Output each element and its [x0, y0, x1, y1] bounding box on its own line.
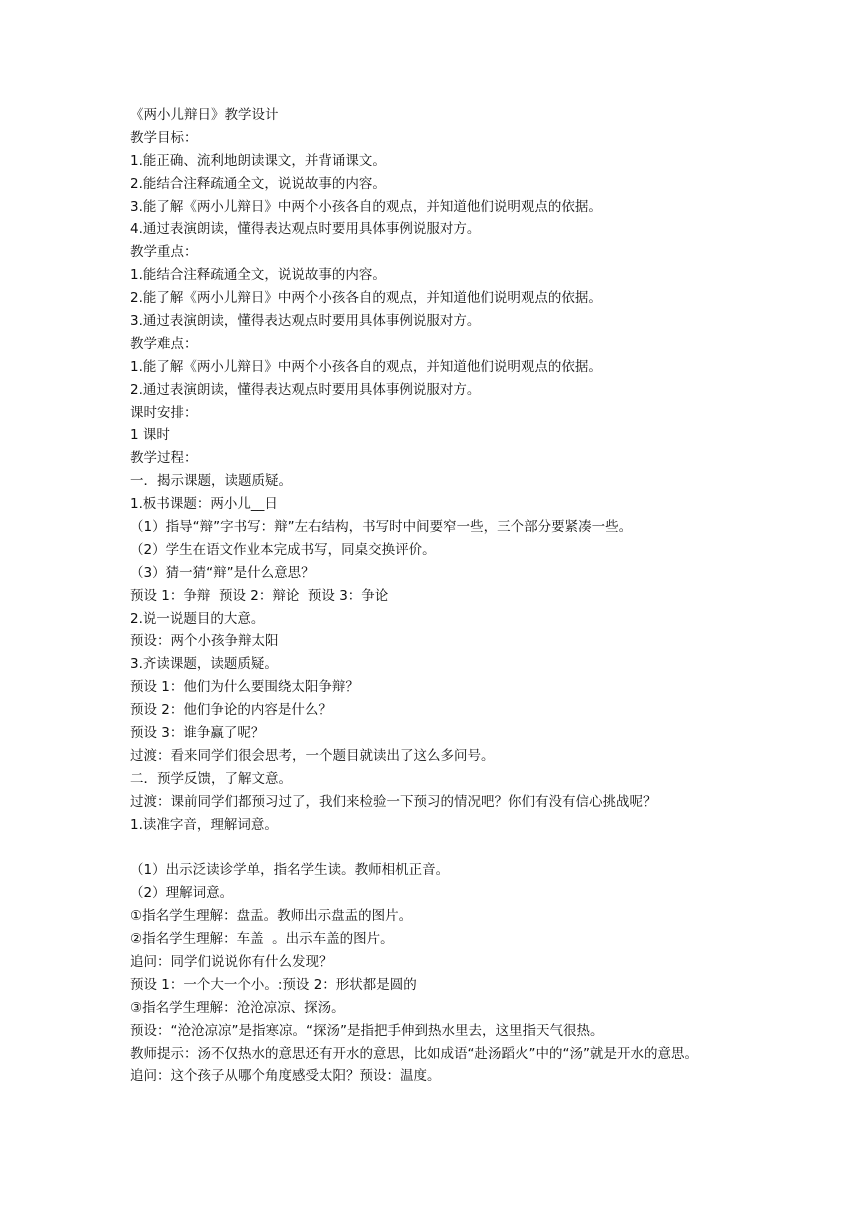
document-body	[130, 104, 740, 1088]
blank-line	[130, 837, 740, 860]
text-line: （2）理解词意。	[130, 885, 234, 902]
text-line: 3.齐读课题，读题质疑。	[130, 656, 278, 673]
section-heading-key-points: 教学重点：	[130, 244, 198, 261]
text-line: ③指名学生理解：沧沧凉凉、探汤。	[130, 999, 345, 1016]
section-heading-process: 教学过程：	[130, 450, 198, 467]
text-line: 预设 3：谁争赢了呢？	[130, 725, 265, 742]
text-line: 教师提示：汤不仅热水的意思还有开水的意思，比如成语“赴汤蹈火”中的“汤”就是开水的意思。	[130, 1045, 698, 1062]
text-line: 3.能了解《两小儿辩日》中两个小孩各自的观点，并知道他们说明观点的依据。	[130, 198, 602, 215]
section-heading-difficulties: 教学难点：	[130, 335, 198, 352]
text-line: 3.通过表演朗读，懂得表达观点时要用具体事例说服对方。	[130, 313, 481, 330]
text-line: 2.通过表演朗读，懂得表达观点时要用具体事例说服对方。	[130, 381, 481, 398]
document-title: 《两小儿辩日》教学设计	[130, 107, 279, 123]
text-line: （2）学生在语文作业本完成书写，同桌交换评价。	[130, 541, 436, 558]
text-line: ②指名学生理解：车盖 。出示车盖的图片。	[130, 931, 394, 948]
text-line: 过渡：课前同学们都预习过了，我们来检验一下预习的情况吧？你们有没有信心挑战呢？	[130, 793, 657, 810]
text-line: 预设 1：他们为什么要围绕太阳争辩？	[130, 679, 359, 696]
text-line: 1.能结合注释疏通全文，说说故事的内容。	[130, 267, 386, 284]
text-line: 1.能正确、流利地朗读课文，并背诵课文。	[130, 152, 386, 169]
text-line: 预设 1：争辩 预设 2：辩论 预设 3：争论	[130, 587, 389, 604]
text-line: 1.读准字音，理解词意。	[130, 816, 278, 833]
text-line: ①指名学生理解：盘盂。教师出示盘盂的图片。	[130, 908, 413, 925]
text-line: （1）指导“辩”字书写：辩”左右结构，书写时中间要窄一些，三个部分要紧凑一些。	[130, 519, 633, 536]
section-heading-schedule: 课时安排：	[130, 404, 198, 421]
text-line: 1 课时	[130, 427, 170, 444]
text-line: 预设：“沧沧凉凉”是指寒凉。“探汤”是指把手伸到热水里去，这里指天气很热。	[130, 1022, 604, 1039]
text-line: 1.板书课题：两小儿__日	[130, 496, 278, 513]
text-line: 过渡：看来同学们很会思考，一个题目就读出了这么多问号。	[130, 747, 495, 764]
text-line: 预设：两个小孩争辩太阳	[130, 633, 279, 650]
text-line: 预设 1：一个大一个小。:预设 2：形状都是圆的	[130, 976, 417, 993]
text-line: 预设 2：他们争论的内容是什么？	[130, 702, 332, 719]
text-line: 二．预学反馈，了解文意。	[130, 770, 292, 787]
text-line: 4.通过表演朗读，懂得表达观点时要用具体事例说服对方。	[130, 221, 481, 238]
text-line: 2.能了解《两小儿辩日》中两个小孩各自的观点，并知道他们说明观点的依据。	[130, 290, 602, 307]
section-heading-objectives: 教学目标：	[130, 129, 198, 146]
text-line: （1）出示泛读诊学单，指名学生读。教师相机正音。	[130, 862, 450, 879]
text-line: 追问：这个孩子从哪个角度感受太阳？预设：温度。	[130, 1068, 441, 1085]
text-line: 1.能了解《两小儿辩日》中两个小孩各自的观点，并知道他们说明观点的依据。	[130, 358, 602, 375]
text-line: （3）猜一猜“辩”是什么意思？	[130, 564, 315, 581]
text-line: 追问：同学们说说你有什么发现？	[130, 953, 333, 970]
text-line: 2.说一说题目的大意。	[130, 610, 265, 627]
text-line: 一．揭示课题，读题质疑。	[130, 473, 292, 490]
text-line: 2.能结合注释疏通全文，说说故事的内容。	[130, 175, 386, 192]
